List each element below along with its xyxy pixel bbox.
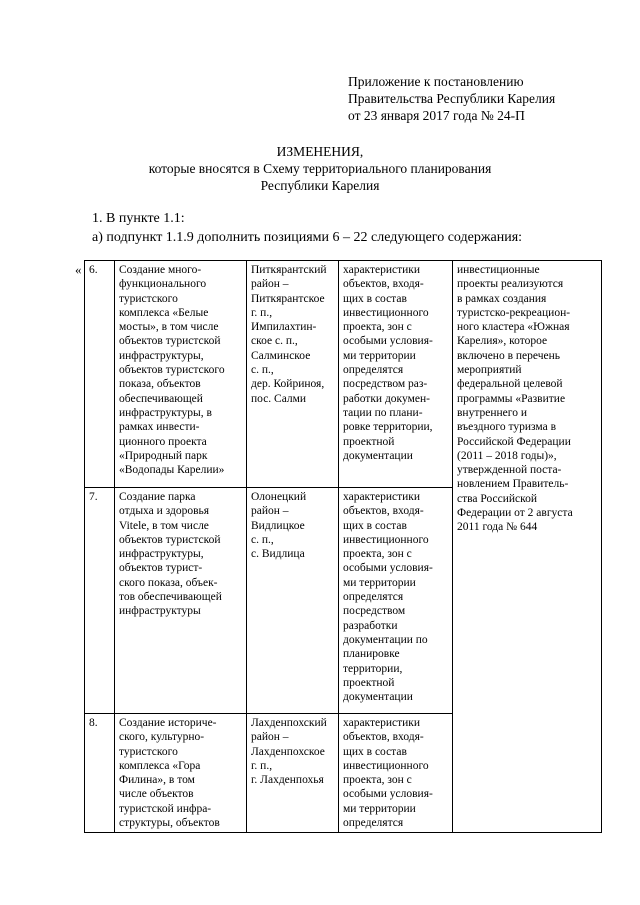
object-name: Создание историче- ского, культурно- туристского комплекса «Гора Филина», в том числе объектов туристской инфра- структуры, объектов: [115, 714, 247, 833]
appendix-line-1: Приложение к постановлению: [348, 74, 524, 89]
object-zone: характеристики объектов, входя- щих в состав инвестиционного проекта, зон с особыми условия- ми территории определятся посредством раз- работки докумен- тации по плани- ровке территории, проектной документации: [339, 261, 453, 488]
document-subtitle-line-1: которые вносятся в Схему территориального планирования: [148, 161, 492, 176]
positions-table: [84, 260, 602, 833]
object-zone: характеристики объектов, входя- щих в состав инвестиционного проекта, зон с особыми условия- ми территории определятся посредством разработки документации по планировке территории, проектной документации: [339, 488, 453, 714]
row-number: 8.: [85, 714, 115, 833]
row-number: 7.: [85, 488, 115, 714]
rationale-cell: инвестиционные проекты реализуются в рамках создания туристско-рекреацион- ного кластера «Южная Карелия», которое включено в перечень мероприятий федеральной целевой программы «Развитие внутреннего и въездного туризма в Российской Федерации (2011 – 2018 годы)», утвержденной поста- новлением Правитель- ства Российской Федерации от 2 августа 2011 года № 644: [453, 261, 602, 833]
row-number: 6.: [85, 261, 115, 488]
appendix-header: [348, 73, 618, 124]
object-location: Питкярантский район – Питкярантское г. п., Импилахтин- ское с. п., Салминское с. п., дер. Койриноя, пос. Салми: [247, 261, 339, 488]
object-name: Создание парка отдыха и здоровья Vitele, в том числе объектов туристской инфраструктуры, объектов турист- ского показа, объек- тов обеспечивающей инфраструктуры: [115, 488, 247, 714]
object-name: Создание много- функционального туристского комплекса «Белые мосты», в том числе объектов туристской инфраструктуры, объектов туристского показа, объектов обеспечивающей инфраструктуры, в рамках инвести- ционного проекта «Природный парк «Водопады Карелии»: [115, 261, 247, 488]
appendix-line-2: Правительства Республики Карелия: [348, 91, 556, 106]
object-location: Олонецкий район – Видлицкое с. п., с. Видлица: [247, 488, 339, 714]
table-row: [85, 261, 602, 488]
paragraph-1: 1. В пункте 1.1:: [92, 211, 185, 226]
document-title: ИЗМЕНЕНИЯ,: [276, 144, 364, 159]
paragraph-2: а) подпункт 1.1.9 дополнить позициями 6 – 22 следующего содержания:: [92, 230, 523, 245]
object-location: Лахденпохский район – Лахденпохское г. п., г. Лахденпохья: [247, 714, 339, 833]
opening-quote-mark: «: [75, 262, 82, 277]
object-zone: характеристики объектов, входя- щих в состав инвестиционного проекта, зон с особыми условия- ми территории определятся: [339, 714, 453, 833]
document-subtitle-line-2: Республики Карелия: [260, 178, 380, 193]
appendix-line-3: от 23 января 2017 года № 24-П: [348, 108, 525, 123]
